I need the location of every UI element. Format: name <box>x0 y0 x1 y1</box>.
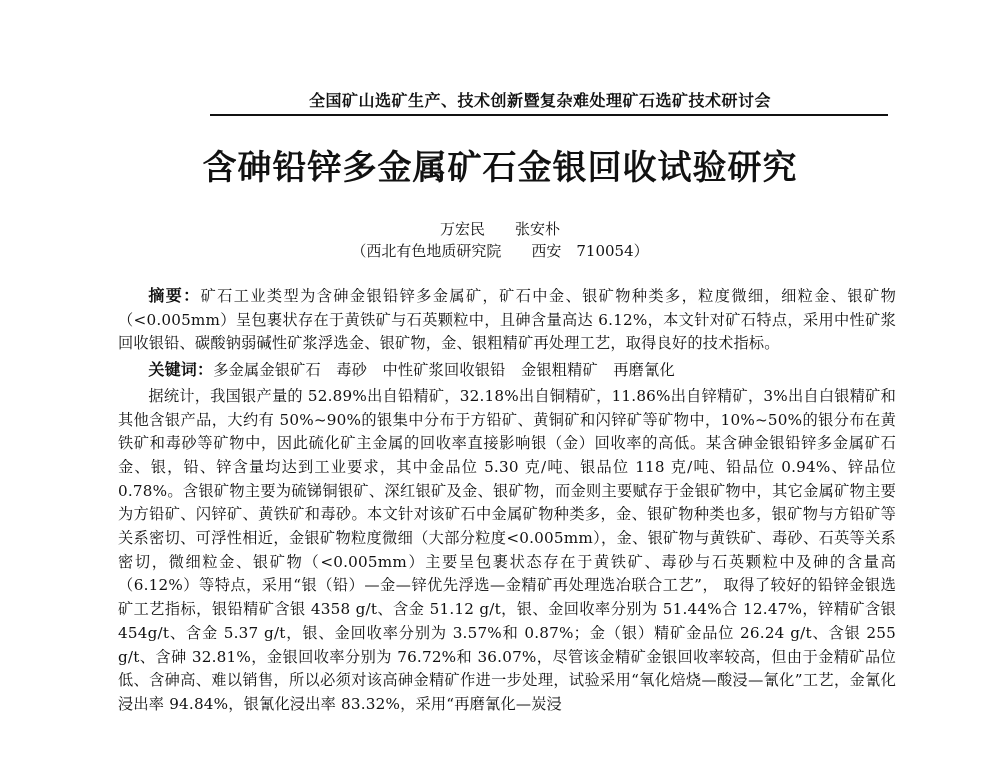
authors: 万宏民 张安朴 <box>439 220 560 238</box>
abstract-text: 矿石工业类型为含砷金银铅锌多金属矿，矿石中金、银矿物种类多，粒度微细，细粒金、银矿物（<0.005mm）呈包裹状存在于黄铁矿与石英颗粒中，且砷含量高达 6.12%，本文针对矿石特点，采用中性矿浆回收银铅、碳酸钠弱碱性矿浆浮选金、银矿物，金、银粗精矿再处理工艺，取得良好的技术指标。 <box>118 287 896 353</box>
conference-header: 全国矿山选矿生产、技术创新暨复杂难处理矿石选矿技术研讨会 <box>308 91 771 110</box>
keywords-text: 多金属金银矿石 毒砂 中性矿浆回收银铅 金银粗精矿 再磨氰化 <box>213 361 675 380</box>
keywords <box>118 358 896 383</box>
body-paragraph: 据统计，我国银产量的 52.89%出自铅精矿，32.18%出自铜精矿，11.86%出自锌精矿，3%出自白银精矿和其他含银产品，大约有 50%~90%的银集中分布于方铅矿、黄铜矿和闪锌矿等矿物中，10%~50%的银分布在黄铁矿和毒砂等矿物中，因此硫化矿主金属的回收率直接影响银（金）回收率的高低。某含砷金银铅锌多金属矿石金、银，铅、锌含量均达到工业要求，其中金品位 5.30 克/吨、银品位 118 克/吨、铅品位 0.94%、锌品位 0.78%。含银矿物主要为硫锑铜银矿、深红银矿及金、银矿物，而金则主要赋存于金银矿物中，其它金属矿物主要为方铅矿、闪锌矿、黄铁矿和毒砂。本文针对该矿石中金属矿物种类多，金、银矿物种类也多，银矿物与方铅矿等关系密切、可浮性相近，金银矿物粒度微细（大部分粒度<0.005mm），金、银矿物与黄铁矿、毒砂、石英等关系密切，微细粒金、银矿物（<0.005mm）主要呈包裹状态存在于黄铁矿、毒砂与石英颗粒中及砷的含量高（6.12%）等特点，采用“银（铅）—金—锌优先浮选—金精矿再处理选冶联合工艺”， 取得了较好的铅锌金银选矿工艺指标，银铅精矿含银 4358 g/t、含金 51.12 g/t，银、金回收率分别为 51.44%合 12.47%，锌精矿含银 454g/t、含金 5.37 g/t，银、金回收率分别为 3.57%和 0.87%；金（银）精矿金品位 26.24 g/t、含银 255 g/t、含砷 32.81%，金银回收率分别为 76.72%和 36.07%，尽管该金精矿金银回收率较高，但由于金精矿品位低、含砷高、难以销售，所以必须对该高砷金精矿作进一步处理，试验采用“氧化焙烧—酸浸—氰化”工艺，金氰化浸出率 94.84%，银氰化浸出率 83.32%，采用“再磨氰化—炭浸 <box>118 386 896 713</box>
header-rule <box>210 114 888 116</box>
paper-body <box>118 284 896 719</box>
abstract-label: 摘要： <box>148 286 201 305</box>
abstract <box>118 284 896 356</box>
paper-title: 含砷铅锌多金属矿石金银回收试验研究 <box>202 148 798 188</box>
affiliation: （西北有色地质研究院 西安 710054） <box>351 242 649 260</box>
keywords-label: 关键词： <box>148 360 214 380</box>
